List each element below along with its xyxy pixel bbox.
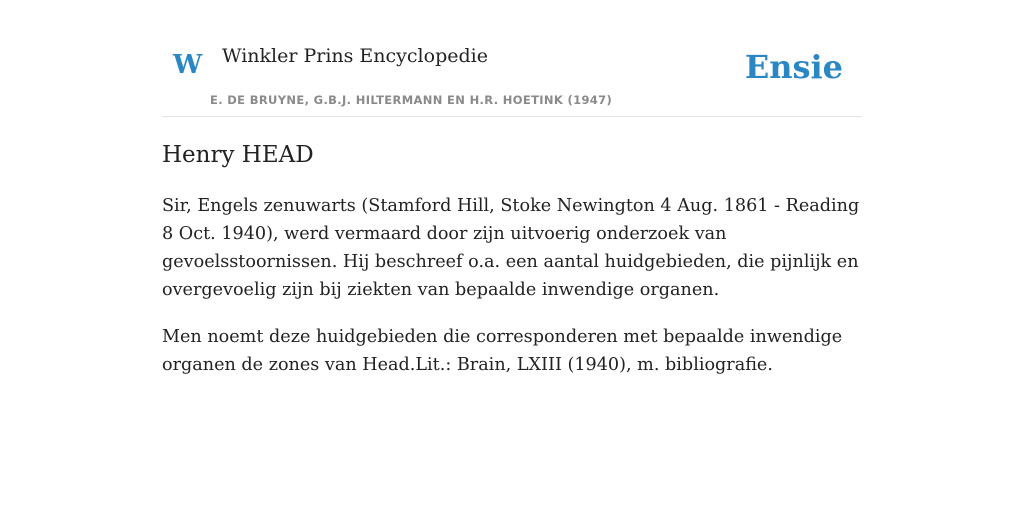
ensie-brand-link[interactable]: Ensie xyxy=(744,48,843,86)
book-authors: E. DE BRUYNE, G.B.J. HILTERMANN EN H.R. HOETINK (1947) xyxy=(210,93,613,107)
winkler-prins-logo[interactable]: W xyxy=(173,50,203,80)
article-paragraph: Sir, Engels zenuwarts (Stamford Hill, Stoke Newington 4 Aug. 1861 - Reading 8 Oct. 1940), werd vermaard door zijn uitvoerig onderzoek van gevoelsstoornissen. Hij beschreef o.a. een aantal huidgebieden, die pijnlijk en overgevoelig zijn bij ziekten van bepaalde inwendige organen. xyxy=(162,196,860,300)
header xyxy=(162,0,862,117)
article-paragraph: Men noemt deze huidgebieden die corresponderen met bepaalde inwendige organen de zones van Head.Lit.: Brain, LXIII (1940), m. bibliografie. xyxy=(162,327,843,375)
article xyxy=(162,138,862,379)
book-title[interactable]: Winkler Prins Encyclopedie xyxy=(222,45,488,67)
article-title: Henry HEAD xyxy=(162,142,314,168)
